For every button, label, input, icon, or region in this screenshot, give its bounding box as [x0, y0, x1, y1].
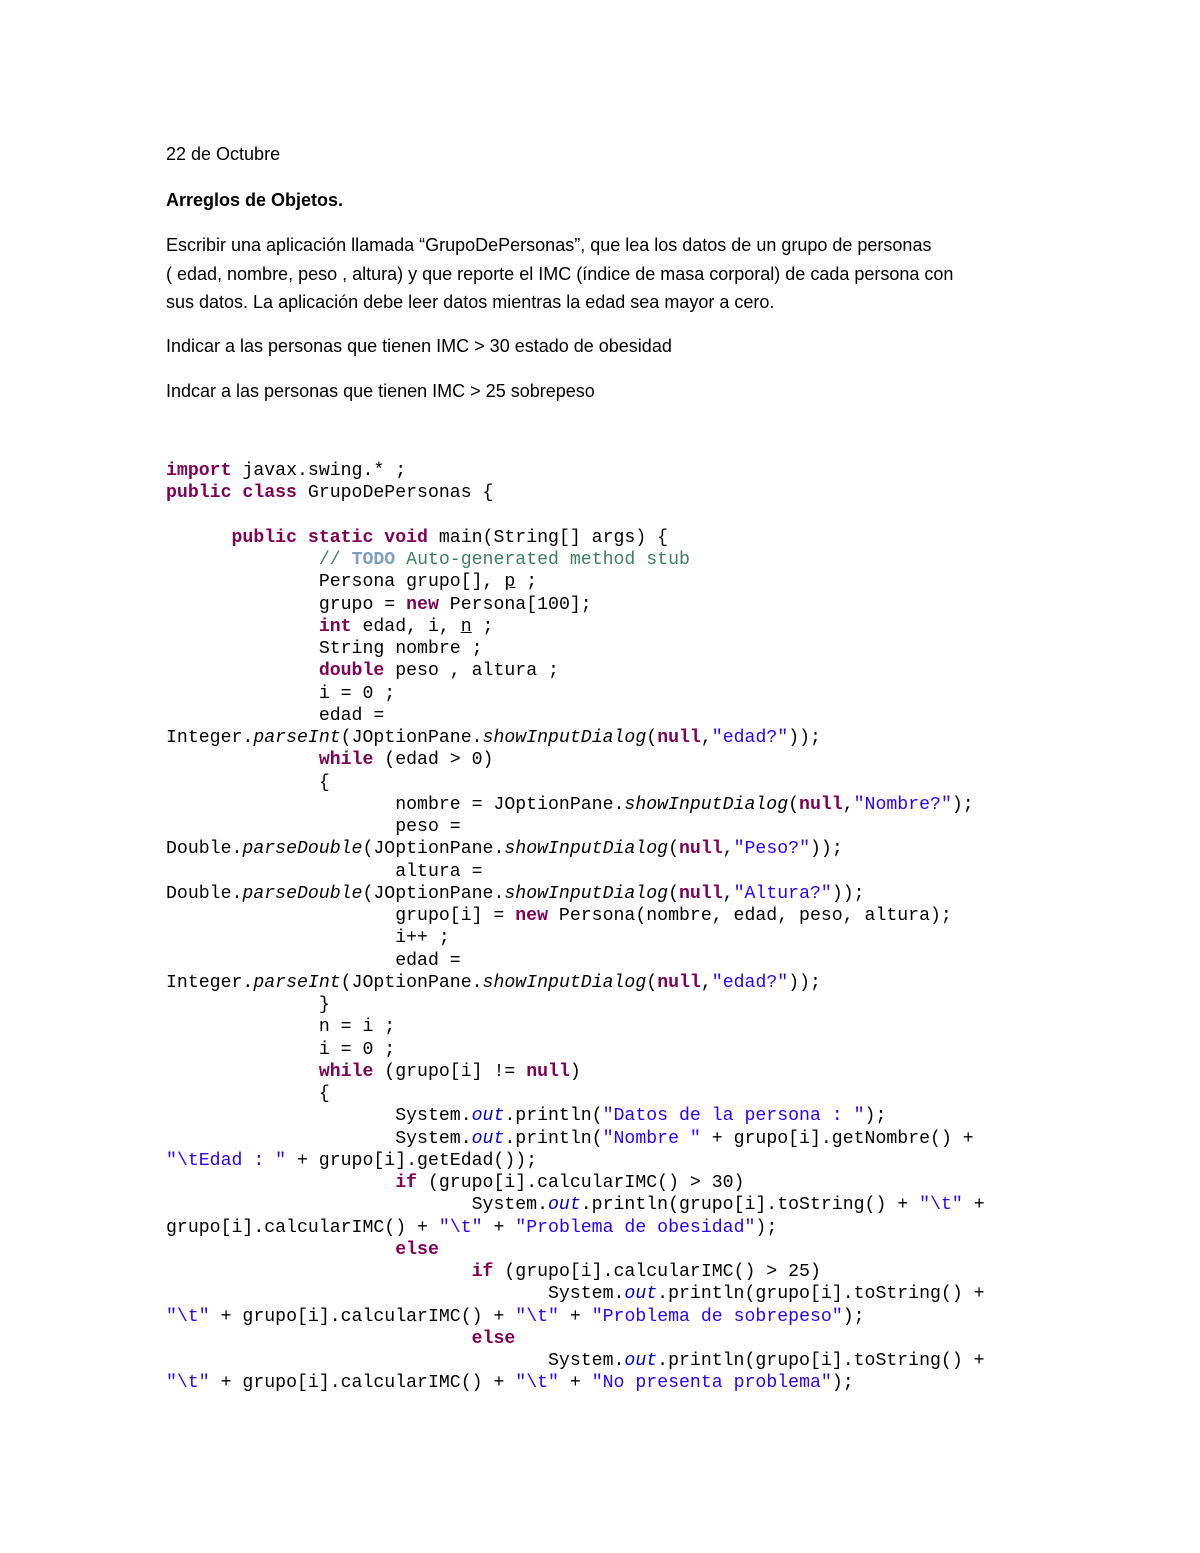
code-line: i = 0 ;: [318, 683, 396, 704]
code-line: {: [318, 772, 330, 793]
code-line: System.out.println("Datos de la persona : ");: [395, 1106, 887, 1127]
code-line: [166, 505, 1166, 527]
code-line: import javax.swing.* ;: [166, 461, 407, 481]
code-line: Persona grupo[], p ;: [318, 572, 538, 593]
note-overweight: Indcar a las personas que tienen IMC > 25 sobrepeso: [166, 380, 595, 401]
code-line: if (grupo[i].calcularIMC() > 30): [395, 1173, 745, 1193]
code-line: // TODO Auto-generated method stub: [318, 550, 690, 570]
code-line: edad =: [395, 950, 461, 971]
code-line: grupo[i].calcularIMC() + "\t" + "Problema de obesidad");: [166, 1217, 778, 1238]
document-heading: Arreglos de Objetos.: [166, 190, 344, 210]
paragraph-line: ( edad, nombre, peso , altura) y que reporte el IMC (índice de masa corporal) de cada persona con: [166, 263, 954, 284]
code-line: else: [471, 1328, 516, 1349]
code-line: Integer.parseInt(JOptionPane.showInputDialog(null,"edad?"));: [166, 728, 821, 748]
code-line: System.out.println(grupo[i].toString() + "\t" +: [471, 1195, 985, 1216]
code-line: System.out.println(grupo[i].toString() +: [548, 1284, 985, 1305]
code-line: i++ ;: [395, 928, 450, 949]
code-line: public static void main(String[] args) {: [231, 527, 669, 548]
code-line: System.out.println(grupo[i].toString() +: [548, 1351, 985, 1371]
paragraph-line: Escribir una aplicación llamada “GrupoDePersonas”, que lea los datos de un grupo de personas: [166, 235, 932, 255]
code-line: "\t" + grupo[i].calcularIMC() + "\t" + "Problema de sobrepeso");: [166, 1306, 865, 1327]
code-line: n = i ;: [318, 1017, 396, 1038]
document-date: 22 de Octubre: [166, 144, 281, 164]
code-line: edad =: [318, 705, 385, 726]
code-line: grupo[i] = new Persona(nombre, edad, peso, altura);: [395, 906, 952, 926]
code-line: Double.parseDouble(JOptionPane.showInputDialog(null,"Altura?"));: [166, 883, 865, 904]
assignment-paragraph: [166, 231, 1066, 317]
note-obesity: Indicar a las personas que tienen IMC > 30 estado de obesidad: [166, 335, 672, 356]
code-line: "\tEdad : " + grupo[i].getEdad());: [166, 1150, 538, 1171]
code-line: if (grupo[i].calcularIMC() > 25): [471, 1262, 821, 1282]
paragraph-line: sus datos. La aplicación debe leer datos mientras la edad sea mayor a cero.: [166, 292, 775, 312]
code-line: while (grupo[i] != null): [318, 1061, 581, 1082]
code-line: nombre = JOptionPane.showInputDialog(null,"Nombre?");: [395, 794, 974, 815]
code-line: int edad, i, n ;: [318, 616, 494, 637]
code-line: while (edad > 0): [318, 750, 494, 771]
assignment-text: [166, 141, 1066, 423]
code-listing: [166, 460, 1166, 1395]
code-line: grupo = new Persona[100];: [318, 594, 592, 615]
code-line: i = 0 ;: [318, 1039, 396, 1060]
code-line: Integer.parseInt(JOptionPane.showInputDialog(null,"edad?"));: [166, 972, 821, 993]
code-line: double peso , altura ;: [318, 661, 559, 682]
code-line: {: [318, 1084, 330, 1104]
code-line: public class GrupoDePersonas {: [166, 483, 494, 504]
code-line: peso =: [395, 817, 461, 837]
code-line: Double.parseDouble(JOptionPane.showInputDialog(null,"Peso?"));: [166, 839, 843, 860]
code-line: else: [395, 1239, 439, 1260]
code-line: }: [318, 995, 330, 1015]
code-line: String nombre ;: [318, 639, 483, 659]
code-line: "\t" + grupo[i].calcularIMC() + "\t" + "No presenta problema");: [166, 1373, 854, 1394]
code-line: altura =: [395, 861, 483, 882]
code-line: System.out.println("Nombre " + grupo[i].getNombre() +: [395, 1128, 974, 1149]
